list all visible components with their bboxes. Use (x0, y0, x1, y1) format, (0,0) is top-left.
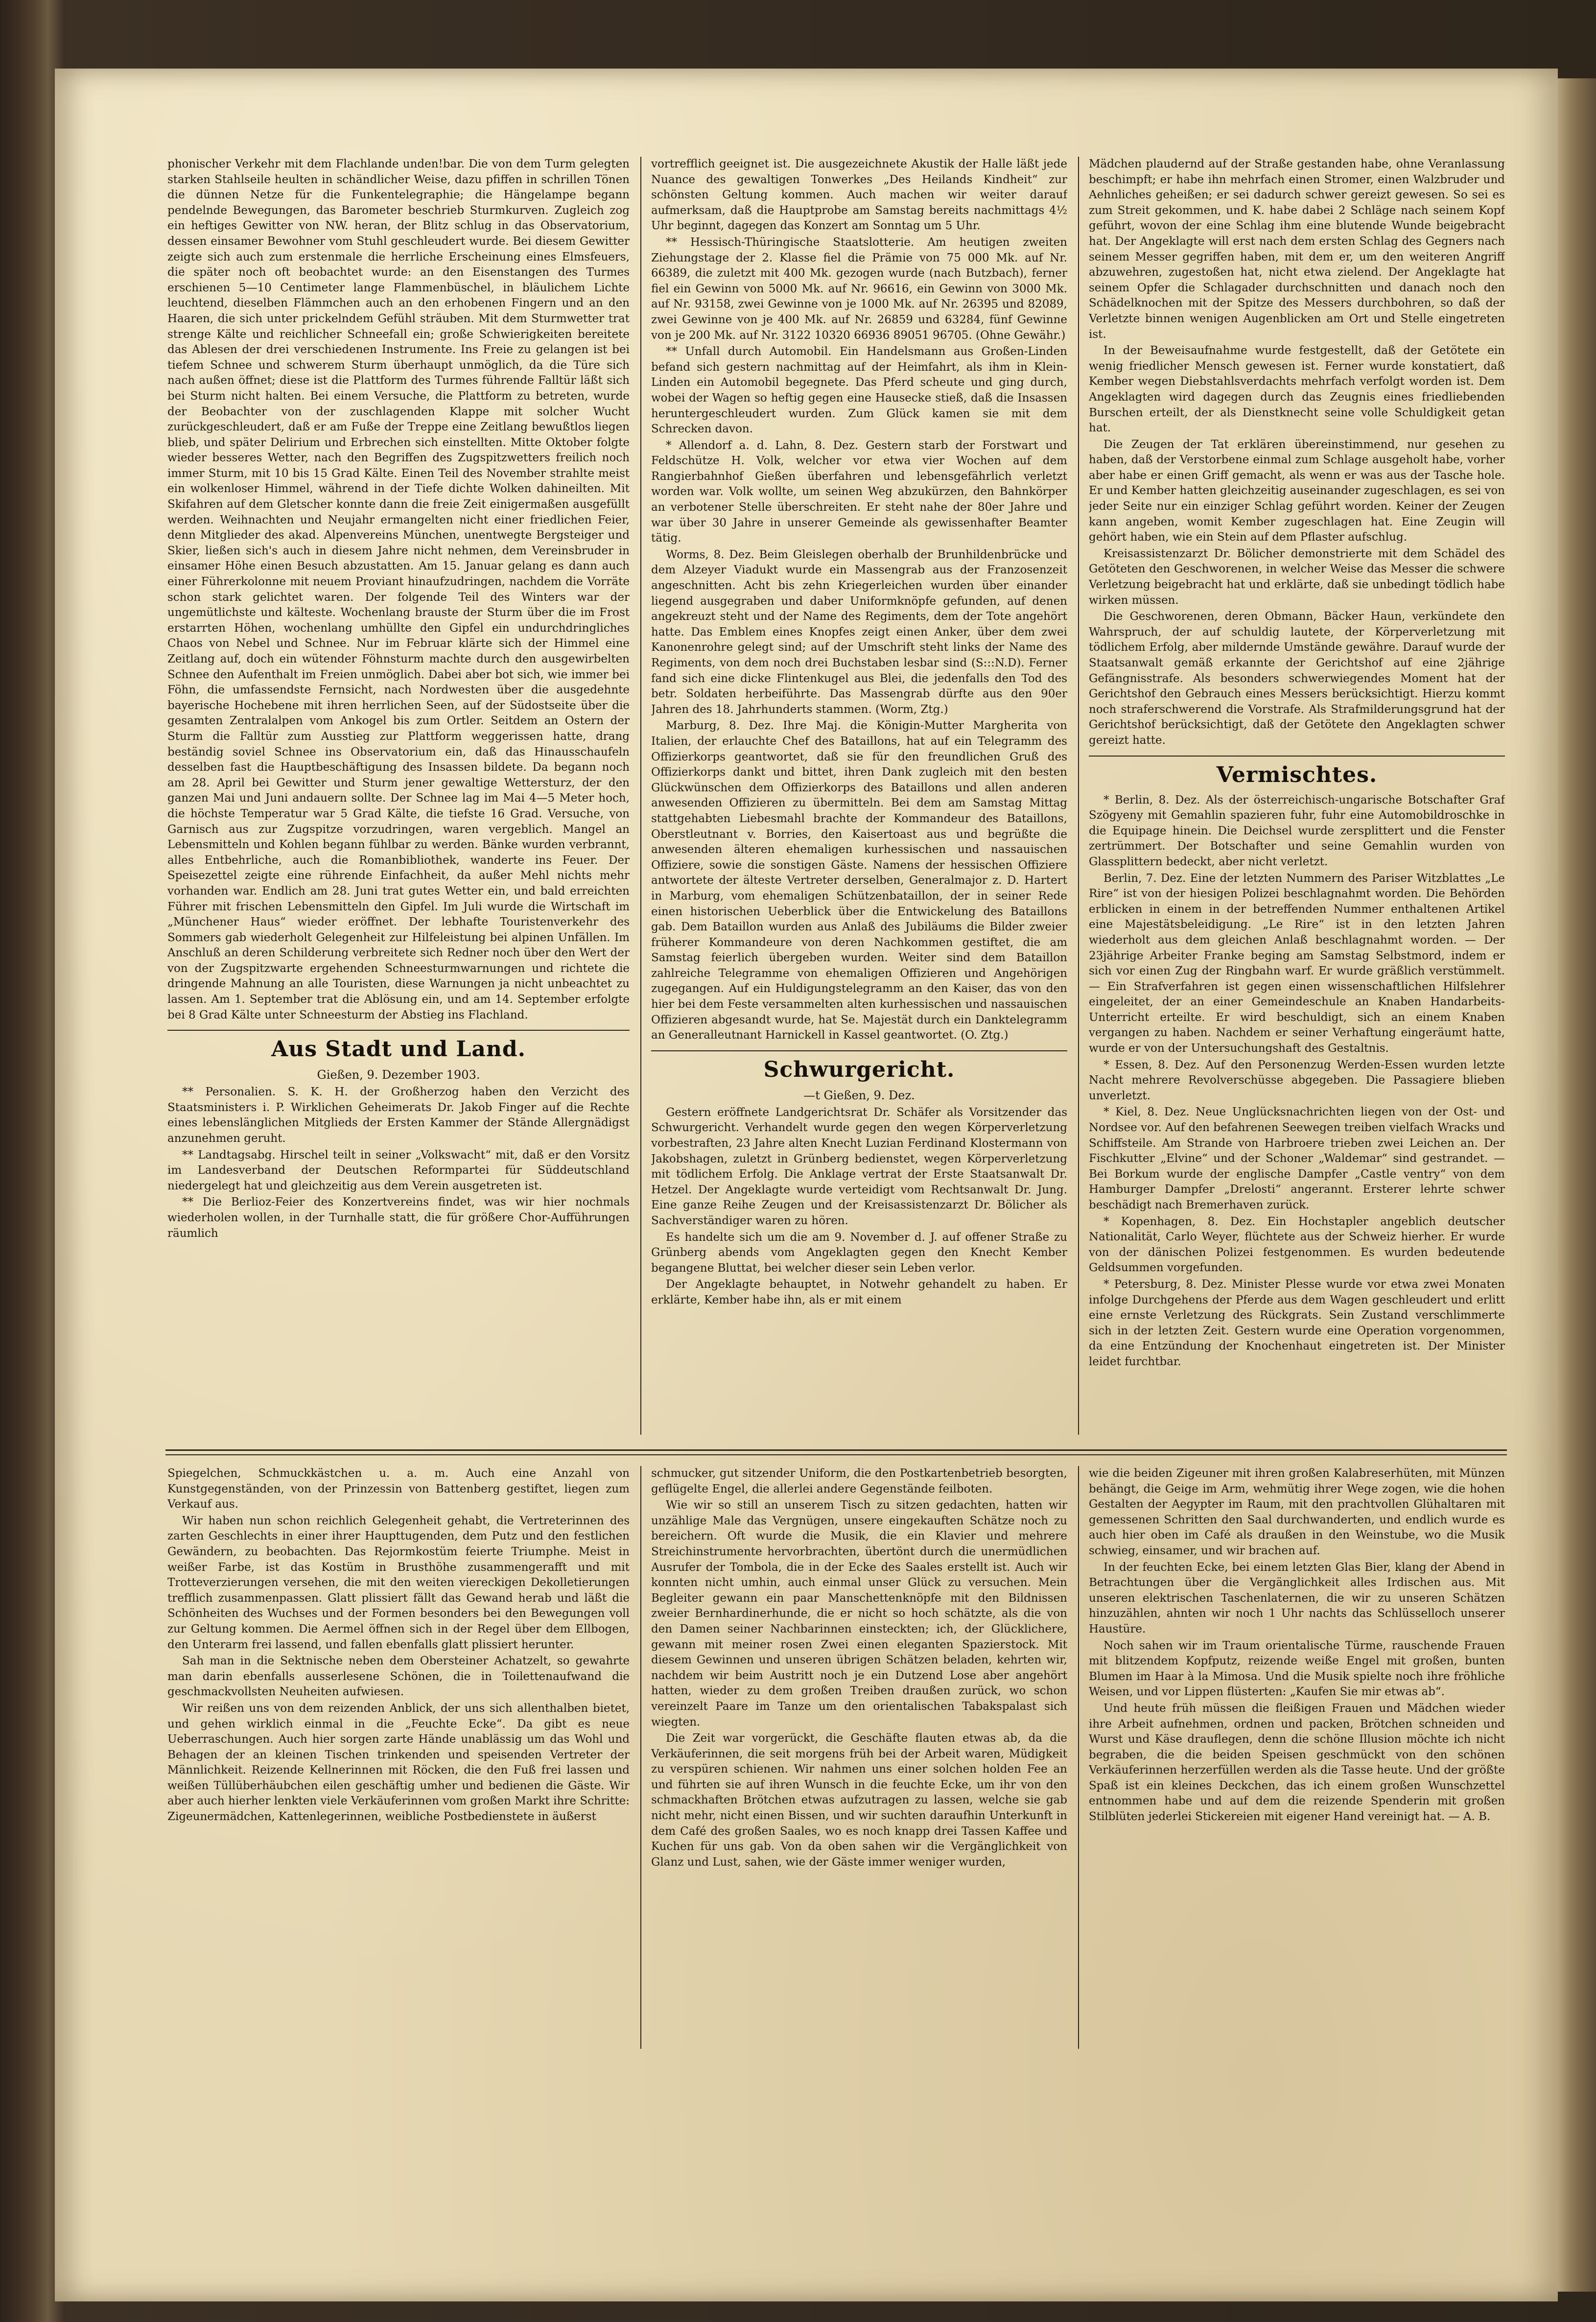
feuilleton-paragraph: Wir haben nun schon reichlich Gelegenheit gehabt, die Vertreterinnen des zarten Geschlechts in einer ihrer Haupttugenden, dem Putz und den festlichen Gewändern, zu beobachten. Das Rejormkostüm feierte Triumphe. Meist in weißer Farbe, ist das Kostüm in Brusthöhe zusammengerafft und mit Trotteverzierungen versehen, die mit den weiten viereckigen Dekolletierungen trefflich zusammenpassen. Glatt plissiert fällt das Gewand herab und läßt die Schönheiten des Wuchses und der Formen besonders bei den Bewegungen voll zur Geltung kommen. Die Aermel öffnen sich in der Regel über dem Ellbogen, den Unterarm frei lassend, und fallen ebenfalls glatt plissiert herunter. (167, 1514, 630, 1651)
section-title-schwurgericht: Schwurgericht. (763, 1057, 955, 1082)
feuilleton-paragraph: Spiegelchen, Schmuckkästchen u. a. m. Auch eine Anzahl von Kunstgegenständen, von der Prinzessin von Battenberg gestiftet, liegen zum Verkauf aus. (167, 1467, 630, 1511)
article-paragraph: Die Geschworenen, deren Obmann, Bäcker Haun, verkündete den Wahrspruch, der auf schuldig lautete, der Körperverletzung mit tödlichem Erfolg, aber mildernde Umstände gewähre. Darauf wurde der Staatsanwalt gemäß erkannte der Gerichtshof auf eine 2jährige Gefängnisstrafe. Als besonders schwerwiegendes Moment hat der Gerichtshof den Gebrauch eines Messers berücksichtigt. Hierzu kommt noch straferschwerend die Vorstrafe. Als Strafmilderungsgrund hat der Gerichtshof berücksichtigt, daß der Getötete den Angeklagten schwer gereizt hatte. (1089, 610, 1505, 747)
article-paragraph: In der Beweisaufnahme wurde festgestellt, daß der Getötete ein wenig friedlicher Mensch gewesen ist. Ferner wurde konstatiert, daß Kember wegen Diebstahlsverdachts mehrfach verfolgt worden ist. Dem Angeklagten wird dagegen durch das Zeugnis eines friedliebenden Burschen erteilt, der als Dienstknecht seine volle Schuldigkeit getan hat. (1089, 344, 1505, 435)
news-item: * Allendorf a. d. Lahn, 8. Dez. Gestern starb der Forstwart und Feldschütze H. Volk, welcher vor etwa vier Wochen auf dem Rangierbahnhof Gießen überfahren und lebensgefährlich verletzt worden war. Volk wollte, um seinen Weg abzukürzen, den Bahnkörper an verbotener Stelle überschreiten. Er steht nahe der 80er Jahre und war über 30 Jahre in unserer Gemeinde als gewissenhafter Beamter tätig. (651, 439, 1067, 545)
news-item: * Essen, 8. Dez. Auf den Personenzug Werden-Essen wurden letzte Nacht mehrere Revolverschüsse abgegeben. Die Passagiere blieben unverletzt. (1089, 1058, 1505, 1102)
news-item: ** Landtagsabg. Hirschel teilt in seiner „Volkswacht“ mit, daß er den Vorsitz im Landesverband der Deutschen Reformpartei für Süddeutschland niedergelegt hat und gleichzeitig aus dem Verein ausgetreten ist. (167, 1148, 630, 1192)
article-paragraph: Gestern eröffnete Landgerichtsrat Dr. Schäfer als Vorsitzender das Schwurgericht. Verhandelt wurde gegen den wegen Körperverletzung vorbestraften, 23 Jahre alten Knecht Luzian Ferdinand Klostermann von Jakobshagen, zuletzt in Grünberg bedienstet, wegen Körperverletzung mit tödlichem Erfolg. Die Anklage vertrat der Erste Staatsanwalt Dr. Hetzel. Der Angeklagte wurde verteidigt vom Rechtsanwalt Dr. Jung. Eine ganze Reihe Zeugen und der Kreisassistenzarzt Dr. Bölicher als Sachverständiger waren zu hören. (651, 1106, 1067, 1227)
feuilleton-paragraph: wie die beiden Zigeuner mit ihren großen Kalabreserhüten, mit Münzen behängt, die Geige im Arm, wehmütig ihrer Wege zogen, wie die hohen Gestalten der Aegypter im Raum, mit den prachtvollen Glühaltaren mit gemessenen Schritten den Saal durchwanderten, und endlich wurde es auch hier oben im Café als draußen in den Weinstube, wo die Musik schwieg, einsamer, und wir brachen auf. (1089, 1467, 1505, 1557)
top-column-3 (1089, 157, 1505, 1440)
local-news (167, 1085, 630, 1241)
section-title-aus-stadt-und-land: Aus Stadt und Land. (271, 1037, 526, 1062)
dateline: Gießen, 9. Dezember 1903. (317, 1068, 480, 1082)
news-item: ** Die Berlioz-Feier des Konzertvereins findet, was wir hier nochmals wiederholen wollen, in der Turnhalle statt, die für größere Chor-Aufführungen räumlich (167, 1196, 630, 1240)
feuilleton-paragraph: Wie wir so still an unserem Tisch zu sitzen gedachten, hatten wir unzählige Male das Vergnügen, unsere eingekauften Schätze noch zu bereichern. Oft wurde die Musik, die ein Klavier und mehrere Streichinstrumente hervorbrachten, übertönt durch die unermüdlichen Ausrufer der Tombola, die in der Ecke des Saales erstellt ist. Auch wir konnten nicht umhin, auch einmal unser Glück zu versuchen. Mein Begleiter gewann ein paar Manschettenknöpfe mit den Bildnissen zweier Bernhardinerhunde, die er nicht so hoch schätzte, als die von den Damen seiner Nachbarinnen einsteckten; ich, der Glücklichere, gewann mit meiner rosen Zwei einen eleganten Spazierstock. Mit diesem Gewinnen und unseren übrigen Schätzen beladen, kehrten wir, nachdem wir beim Austritt noch je ein Dutzend Lose aber angehört hatten, wieder zu dem großen Treiben draußen zurück, wo schon vereinzelt Paare im Tanze um den orientalischen Tabakspalast sich wiegten. (651, 1499, 1067, 1729)
top-column-2 (651, 157, 1067, 1440)
news-item: vortrefflich geeignet ist. Die ausgezeichnete Akustik der Halle läßt jede Nuance des gewaltigen Tonwerkes „Des Heilands Kindheit“ zur schönsten Geltung kommen. Auch machen wir weiter darauf aufmerksam, daß die Hauptprobe am Samstag bereits nachmittags 4½ Uhr beginnt, dagegen das Konzert am Sonntag um 5 Uhr. (651, 158, 1067, 233)
article-paragraph: Die Zeugen der Tat erklären übereinstimmend, nur gesehen zu haben, daß der Verstorbene einmal zum Schlage ausgeholt habe, vorher aber habe er einen Griff gemacht, als wenn er was aus der Tasche hole. Er und Kember hatten gleichzeitig auseinander zugeschlagen, es sei von jeder Seite nur ein einziger Schlag geführt worden. Keiner der Zeugen kann angeben, womit Kember zugeschlagen hat. Eine Zeugin will gehört haben, wie ein Stein auf dem Pflaster aufschlug. (1089, 438, 1505, 544)
article-paragraph: Kreisassistenzarzt Dr. Bölicher demonstrierte mit dem Schädel des Getöteten den Geschworenen, in welcher Weise das Messer die schwere Verletzung beigebracht hat und erklärte, daß sie unbedingt tödlich habe wirken müssen. (1089, 547, 1505, 607)
news-item: * Petersburg, 8. Dez. Minister Plesse wurde vor etwa zwei Monaten infolge Durchgehens der Pferde aus dem Wagen geschleudert und erlitt eine ernste Verletzung des Rückgrats. Sein Zustand verschlimmerte sich in der letzten Zeit. Gestern wurde eine Operation vorgenommen, da eine Entzündung der Knochenhaut eingetreten ist. Der Minister leidet furchtbar. (1089, 1278, 1505, 1368)
feuilleton-paragraph: Und heute früh müssen die fleißigen Frauen und Mädchen wieder ihre Arbeit aufnehmen, ordnen und packen, Brötchen schneiden und Wurst und Käse drauflegen, denn die schöne Illusion möchte ich nicht begraben, die die beiden Speisen geschmückt von den schönen Verkäuferinnen herzerfüllen werden als die Tasse heute. Und der größte Spaß ist ein kleines Deckchen, das ich einem großen Wunschzettel entnommen habe und auf dem die reizende Spenderin mit großen Stilblüten jederlei Stickereien mit eigener Hand vereinigt hat. — A. B. (1089, 1702, 1505, 1824)
newspaper-page (55, 69, 1558, 2301)
news-item: * Berlin, 8. Dez. Als der österreichisch-ungarische Botschafter Graf Szögyeny mit Gemahlin spazieren fuhr, fuhr eine Automobildroschke in die Equipage hinein. Die Deichsel wurde zersplittert und die Fenster zertrümmert. Der Botschafter und seine Gemahlin wurden von Glassplittern bedeckt, aber nicht verletzt. (1089, 793, 1505, 868)
feuilleton-separator (165, 1449, 1507, 1451)
top-column-1 (167, 157, 630, 1440)
section-divider (167, 1030, 630, 1031)
news-item: Worms, 8. Dez. Beim Gleislegen oberhalb der Brunhildenbrücke und dem Alzeyer Viadukt wurde ein Massengrab aus der Franzosenzeit angeschnitten. Acht bis zehn Kriegerleichen wurden über einander liegend ausgegraben und daber Uniformknöpfe gefunden, auf denen angekreuzt steht und der Name des Regiments, dem der Tote angehört hatte. Das Emblem eines Knopfes zeigt einen Anker, über dem zwei Kanonenrohre gelegt sind; auf der Umschrift steht links der Name des Regiments, von dem noch drei Buchstaben lesbar sind (S:::N.D). Ferner fand sich eine dicke Flintenkugel aus Blei, die jedenfalls den Tod des betr. Soldaten herbeiführte. Das Massengrab dürfte aus den 90er Jahren des 18. Jahrhunderts stammen. (Worm, Ztg.) (651, 548, 1067, 716)
article-paragraph: Es handelte sich um die am 9. November d. J. auf offener Straße zu Grünberg abends vom Angeklagten gegen den Knecht Kember begangene Bluttat, bei welcher dieser sein Leben verlor. (651, 1231, 1067, 1275)
article-paragraph: Der Angeklagte behauptet, in Notwehr gehandelt zu haben. Er erklärte, Kember habe ihn, als er mit einem (651, 1278, 1067, 1306)
column-rule (640, 1466, 641, 2049)
feuilleton-paragraph: Sah man in die Sektnische neben dem Obersteiner Achatzelt, so gewahrte man darin ebenfalls ausserlesene Schönen, die in Toilettenaufwand die geschmackvollsten Neuheiten aufwiesen. (167, 1655, 630, 1699)
adjacent-page-edge (1557, 78, 1596, 2292)
news-item: Marburg, 8. Dez. Ihre Maj. die Königin-Mutter Margherita von Italien, der erlauchte Chef des Bataillons, hat auf ein Telegramm des Offizierkorps geantwortet, daß sie für den freundlichen Gruß des Offizierkorps dankt und bittet, ihren Dank zugleich mit den besten Glückwünschen dem Offizierkorps des Bataillons und allen anderen anwesenden Offizieren zu übermitteln. Bei dem am Samstag Mittag stattgehabten Liebesmahl brachte der Kommandeur des Bataillons, Oberstleutnant v. Borries, den Kaisertoast aus und begrüßte die anwesenden älteren ehemaligen kurhessischen und nassauischen Offiziere, sowie die sonstigen Gäste. Namens der hessischen Offiziere antwortete der älteste Vertreter derselben, Generalmajor z. D. Hartert in Marburg, vom ehemaligen Schützenbataillon, der in seiner Rede einen historischen Ueberblick über die Entwickelung des Bataillons gab. Dem Bataillon wurden aus Anlaß des Jubiläums die Bilder zweier früherer Kommandeure von deren Nachkommen gestiftet, die am Samstag feierlich übergeben wurden. Weiter sind dem Bataillon zahlreiche Telegramme von ehemaligen Offizieren und Angehörigen zugegangen. Auf ein Huldigungstelegramm an den Kaiser, das von den hier bei dem Feste versammelten alten kurhessischen und nassauischen Offizieren abgesandt wurde, hat Se. Majestät durch ein Danktelegramm an Generalleutnant Harnickell in Kassel geantwortet. (O. Ztg.) (651, 719, 1067, 1042)
feuilleton-paragraph: Noch sahen wir im Traum orientalische Türme, rauschende Frauen mit blitzendem Kopfputz, reizende weiße Engel mit großen, bunten Blumen im Haar à la Mimosa. Und die Musik spielte noch ihre fröhliche Weisen, und vor Lippen flüsterten: „Kaufen Sie mir etwas ab“. (1089, 1639, 1505, 1699)
miscellaneous-news (1089, 793, 1505, 1370)
article-paragraph: Mädchen plaudernd auf der Straße gestanden habe, ohne Veranlassung beschimpft; er habe ihn mehrfach einen Stromer, einen Walzbruder und Aehnliches geheißen; er sei dadurch schwer gereizt gewesen. So sei es zum Streit gekommen, und K. habe dabei 2 Schläge nach seinem Kopf geführt, wovon der eine Schlag ihm eine blutende Wunde beigebracht hat. Der Angeklagte will erst nach dem ersten Schlag des Gegners nach seinem Messer gegriffen haben, mit dem er, um den weiteren Angriff abzuwehren, zugestoßen hat, nicht etwa zielend. Der Angeklagte hat seinem Opfer die Schlagader durchschnitten und danach noch den Schädelknochen mit der Spitze des Messers durchbohren, so daß der Verletzte binnen wenigen Augenblicken am Ort und Stelle eingetreten ist. (1089, 158, 1505, 341)
section-title-vermischtes: Vermischtes. (1216, 762, 1378, 787)
feuilleton-column-1 (167, 1466, 630, 2054)
feuilleton-paragraph: schmucker, gut sitzender Uniform, die den Postkartenbetrieb besorgten, geflügelte Engel, die allerlei andere Gegenstände feilboten. (651, 1467, 1067, 1495)
section-divider (1089, 756, 1505, 757)
news-item: * Kopenhagen, 8. Dez. Ein Hochstapler angeblich deutscher Nationalität, Carlo Weyer, flüchtete aus der Schweiz hierher. Er wurde von der dänischen Polizei festgenommen. Es wurden bedeutende Geldsummen vorgefunden. (1089, 1215, 1505, 1275)
feuilleton-paragraph: Die Zeit war vorgerückt, die Geschäfte flauten etwas ab, da die Verkäuferinnen, die seit morgens früh bei der Arbeit waren, Müdigkeit zu verspüren schienen. Wir nahmen uns einer solchen holden Fee an und führten sie auf ihren Wunsch in die feuchte Ecke, um ihr von den schmackhaften Brötchen etwas aufzutragen zu lassen, welche sie gab nicht mehr, nicht einen Bissen, und wir suchten daraufhin Unterkunft in dem Café des großen Saales, wo es noch knapp drei Tassen Kaffee und Kuchen für uns gab. Von da oben sahen wir die Vergänglichkeit von Glanz und Lust, sahen, wie der Gäste immer weniger wurden, (651, 1732, 1067, 1869)
feuilleton-column-2 (651, 1466, 1067, 2054)
court-report (651, 1105, 1067, 1308)
news-item: ** Hessisch-Thüringische Staatslotterie. Am heutigen zweiten Ziehungstage der 2. Klasse fiel die Prämie von 75 000 Mk. auf Nr. 66389, die zuletzt mit 400 Mk. gezogen wurde (nach Butzbach), ferner fiel ein Gewinn von 5000 Mk. auf Nr. 96616, ein Gewinn von 3000 Mk. auf Nr. 93158, zwei Gewinne von je 1000 Mk. auf Nr. 26395 und 82089, zwei Gewinne von je 400 Mk. auf Nr. 26859 und 63284, fünf Gewinne von je 200 Mk. auf Nr. 3122 10320 66936 89051 96705. (Ohne Gewähr.) (651, 236, 1067, 342)
column-rule (1078, 1466, 1079, 2049)
feuilleton-paragraph: Wir reißen uns von dem reizenden Anblick, der uns sich allenthalben bietet, und gehen wirklich einmal in die „Feuchte Ecke“. Da gibt es neue Ueberraschungen. Auch hier sorgen zarte Hände unablässig um das Wohl und Behagen der an kleinen Tischen trinkenden und speisenden Vertreter der Männlichkeit. Reizende Kellnerinnen mit Röcken, die den Fuß frei lassen und weißen Tüllüberhäubchen eilen geschäftig umher und bedienen die Gäste. Wir aber auch hierher lenkten viele Verkäuferinnen vom großen Markt ihre Schritte: Zigeunermädchen, Kattenlegerinnen, weibliche Postbedienstete in äußerst (167, 1702, 630, 1824)
section-divider (651, 1050, 1067, 1051)
court-report-continued (1089, 157, 1505, 749)
local-news-continued (651, 157, 1067, 1043)
feuilleton-separator-thin (165, 1454, 1507, 1455)
news-item: Berlin, 7. Dez. Eine der letzten Nummern des Pariser Witzblattes „Le Rire“ ist von der hiesigen Polizei beschlagnahmt worden. Die Behörden erblicken in einem in der betreffenden Nummer enthaltenen Artikel eine Majestätsbeleidigung. „Le Rire“ ist in den letzten Jahren wiederholt aus dem gleichen Anlaß beschlagnahmt worden. — Der 23jährige Arbeiter Franke beging am Samstag Selbstmord, indem er sich vor einen Zug der Ringbahn warf. Er wurde gräßlich verstümmelt. — Ein Strafverfahren ist gegen einen wissenschaftlichen Hilfslehrer eingeleitet, der an einer Gemeindeschule an Knaben Handarbeits-Unterricht erteilte. Er wird beschuldigt, sich an einem Knaben vergangen zu haben. Nachdem er seiner Verhaftung eingeräumt hatte, wurde er von der Untersuchungshaft des Gestaltnis. (1089, 872, 1505, 1055)
feuilleton-paragraph: In der feuchten Ecke, bei einem letzten Glas Bier, klang der Abend in Betrachtungen über die Vergänglichkeit alles Irdischen aus. Mit unseren elektrischen Taschenlaternen, die wir zu unseren Schätzen hinzuzählen, ahnten wir noch 1 Uhr nachts das Schlüsselloch unserer Haustüre. (1089, 1561, 1505, 1635)
column-rule (640, 157, 641, 1435)
feuilleton-column-3 (1089, 1466, 1505, 2054)
news-item: ** Unfall durch Automobil. Ein Handelsmann aus Großen-Linden befand sich gestern nachmittag auf der Heimfahrt, als ihm in Klein-Linden ein Automobil begegnete. Das Pferd scheute und ging durch, wobei der Wagen so heftig gegen eine Hausecke stieß, daß die Insassen heruntergeschleudert wurden. Zum Glück kamen sie mit dem Schrecken davon. (651, 345, 1067, 436)
article-paragraph: phonischer Verkehr mit dem Flachlande unden!bar. Die von dem Turm gelegten starken Stahlseile heulten in schändlicher Weise, dazu pfiffen in schrillen Tönen die dünnen Netze für die Funkentelegraphie; die Hängelampe begann pendelnde Bewegungen, das Barometer beschrieb Sturmkurven. Zugleich zog ein heftiges Gewitter von NW. heran, der Blitz schlug in das Observatorium, dessen einsamer Bewohner vom Stuhl geschleudert wurde. Bei diesem Gewitter zeigte sich auch zum erstenmale die herrliche Erscheinung eines Elmsfeuers, die später noch oft beobachtet wurde: an den Eisenstangen des Turmes erschienen 5—10 Centimeter lange Flammenbüschel, in bläulichem Lichte leuchtend, dieselben Flämmchen auch an den erhobenen Fingern und an den Haaren, die sich unter prickelndem Gefühl sträuben. Mit dem Sturmwetter trat strenge Kälte und reichlicher Schneefall ein; große Schwierigkeiten bereitete das Ablesen der drei verschiedenen Instrumente. Ins Freie zu gelangen ist bei tiefem Schnee und schwerem Sturm überhaupt unmöglich, da die Türe sich nach außen öffnet; diese ist die Plattform des Turmes führende Falltür läßt sich bei Sturm nicht halten. Bei einem Versuche, die Plattform zu betreten, wurde der Beobachter von der zuschlagenden Klappe mit solcher Wucht zurückgeschleudert, daß er am Fuße der Treppe eine Zeitlang bewußtlos liegen blieb, und später Delirium und Erbrechen sich einstellten. Mitte Oktober folgte wieder besseres Wetter, nach den Begriffen des Zugspitzwetters freilich noch immer Sturm, mit 10 bis 15 Grad Kälte. Einen Teil des November strahlte meist ein wolkenloser Himmel, während in der Tiefe dichte Wolken dahineilten. Mit Skifahren auf dem Gletscher konnte dann die freie Zeit einigermaßen ausgefüllt werden. Weihnachten und Neujahr ermangelten nicht einer friedlichen Feier, denn Mitglieder des akad. Alpenvereins München, unentwegte Bergsteiger und Skier, ließen sich's auch in diesem Jahre nicht nehmen, dem Vereinsbruder in einsamer Höhe einen Besuch abzustatten. Am 15. Januar gelang es dann auch einer Führerkolonne mit neuem Proviant hinaufzudringen, nachdem die Vorräte schon stark gelichtet waren. Der folgende Teil des Winters war der ungemütlichste und kälteste. Wochenlang brauste der Sturm über die im Frost erstarrten Höhen, wochenlang umhüllte den Gipfel ein undurchdringliches Chaos von Nebel und Schnee. Nur im Februar klärte sich der Himmel eine Zeitlang auf, doch ein wütender Föhnsturm machte durch den ausgewirbelten Schnee den Aufenthalt im Freien unmöglich. Dabei aber bot sich, wie immer bei Föhn, die umfassendste Fernsicht, nach Nordwesten über die ausgedehnte bayerische Hochebene mit ihren herrlichen Seen, auf der Südostseite über die gesamten Zentralalpen vom Ankogel bis zum Ortler. Seitdem an Ostern der Sturm die Falltür zum Ausstieg zur Plattform weggerissen hatte, drang beständig soviel Schnee ins Observatorium ein, daß das Hinausschaufeln desselben fast die Hauptbeschäftigung des Insassen bildete. Da begann noch am 28. April bei Gewitter und Sturm jener gewaltige Wettersturz, der den ganzen Mai und Juni andauern sollte. Der Schnee lag im Mai 4—5 Meter hoch, die höchste Temperatur war 5 Grad Kälte, die tiefste 16 Grad. Versuche, von Garnisch aus zur Zugspitze vorzudringen, waren vergeblich. Mangel an Lebensmitteln und Kohlen begann fühlbar zu werden. Bänke wurden verbrannt, alles Entbehrliche, auch die Romanbibliothek, wanderte ins Feuer. Der Speisezettel zeigte eine rührende Einfachheit, da außer Mehl nichts mehr vorhanden war. Endlich am 28. Juni trat gutes Wetter ein, und bald erreichten Führer mit frischen Lebensmitteln den Gipfel. Im Juli wurde die Wirtschaft im „Münchener Haus“ wieder eröffnet. Der lebhafte Touristenverkehr des Sommers gab wiederholt Gelegenheit zur Hilfeleistung bei alpinen Unfällen. Im Anschluß an deren Schilderung verbreitete sich Redner noch über den Wert der von der Zugspitzwarte ergehenden Schneesturmwarnungen und richtete die dringende Mahnung an alle Touristen, diese Warnungen ja nicht unbeachtet zu lassen. Am 1. September trat die Ablösung ein, und am 14. September erfolgte bei 8 Grad Kälte unter Schneesturm der Abstieg ins Flachland. (167, 158, 630, 1021)
dateline: —t Gießen, 9. Dez. (803, 1088, 915, 1102)
news-item: ** Personalien. S. K. H. der Großherzog haben den Verzicht des Staatsministers i. P. Wirklichen Geheimerats Dr. Jakob Finger auf die Rechte eines lebenslänglichen Mitglieds der Ersten Kammer der Stände Allergnädigst anzunehmen geruht. (167, 1086, 630, 1145)
zugspitze-article (167, 157, 630, 1023)
news-item: * Kiel, 8. Dez. Neue Unglücksnachrichten liegen von der Ost- und Nordsee vor. Auf den befahrenen Seewegen treiben vielfach Wracks und Schiffsteile. Am Strande von Harbroere trieben zwei Leichen an. Der Fischkutter „Elvine“ und der Schoner „Waldemar“ sind gestrandet. — Bei Borkum wurde der englische Dampfer „Castle ventry“ von dem Hamburger Dampfer „Drelosti“ angerannt. Ersterer lehrte schwer beschädigt nach Bremerhaven zurück. (1089, 1106, 1505, 1211)
column-rule (1078, 157, 1079, 1435)
